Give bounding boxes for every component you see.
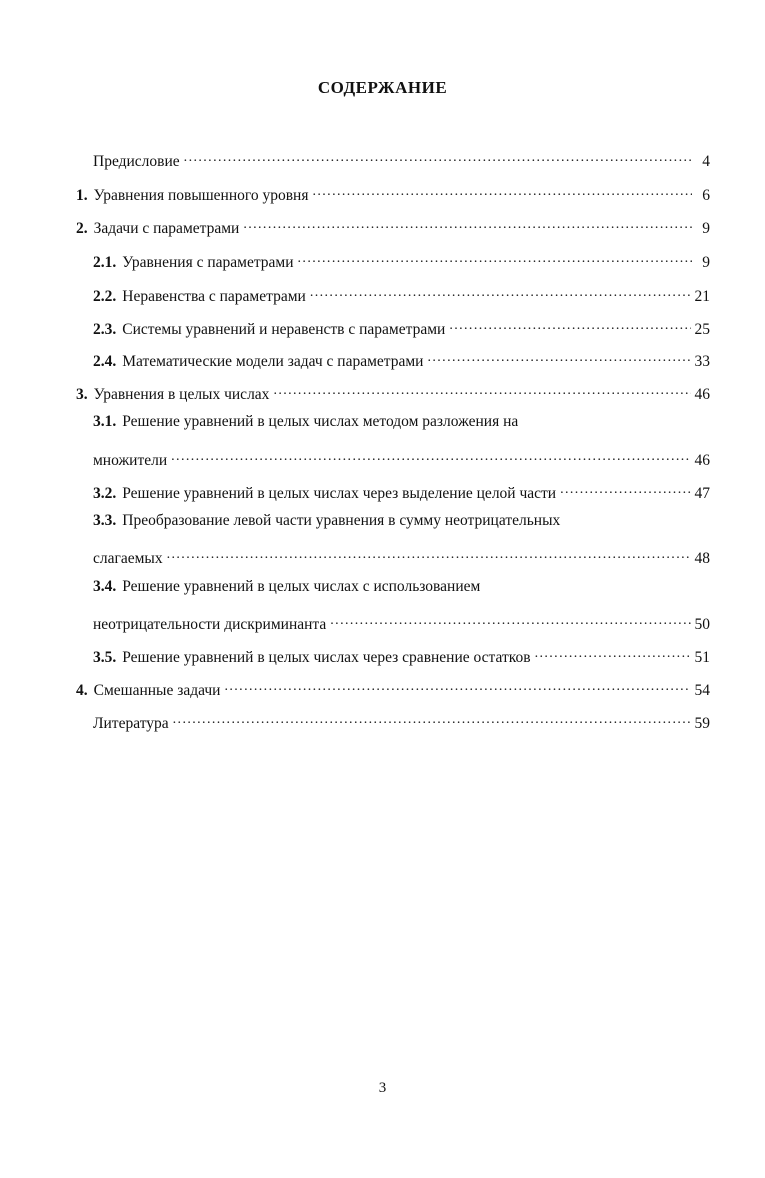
toc-entry-text: Решение уравнений в целых числах с использованием	[122, 578, 481, 595]
toc-entry-number: 3.5.	[93, 649, 117, 666]
toc-page-number: 51	[694, 649, 710, 666]
toc-entry-text: Системы уравнений и неравенств с параметрами	[122, 321, 446, 338]
toc-entry-text: Литература	[93, 715, 169, 732]
toc-page-number: 6	[702, 187, 710, 204]
toc-entry-number: 2.2.	[93, 288, 117, 305]
toc-entry-number: 3.3.	[93, 512, 117, 529]
toc-entry-3-1-line2[interactable]	[93, 445, 710, 471]
toc-page-number: 47	[694, 485, 710, 502]
toc-entry-3-3-line1[interactable]	[93, 511, 560, 531]
toc-page-number: 4	[702, 153, 710, 170]
toc-page-number: 50	[694, 616, 710, 633]
dot-leader	[167, 543, 691, 563]
dot-leader	[449, 314, 690, 334]
toc-page-number: 48	[694, 550, 710, 567]
toc-entry-text: Преобразование левой части уравнения в сумму неотрицательных	[122, 512, 561, 529]
toc-page-number: 9	[702, 254, 710, 271]
dot-leader	[310, 281, 691, 301]
dot-leader	[173, 708, 691, 728]
page-title: СОДЕРЖАНИЕ	[317, 78, 448, 97]
toc-entry-text: Уравнения в целых числах	[93, 386, 270, 403]
toc-page-number: 21	[694, 288, 710, 305]
toc-entry-text: Неравенства с параметрами	[122, 288, 306, 305]
toc-entry-text: Уравнения повышенного уровня	[93, 187, 309, 204]
toc-entry-text-continued: слагаемых	[93, 550, 163, 567]
toc-entry-number: 3.	[76, 386, 88, 403]
toc-entry-2[interactable]	[76, 213, 710, 239]
toc-entry-text: Решение уравнений в целых числах через выделение целой части	[122, 485, 557, 502]
dot-leader	[184, 146, 692, 166]
toc-entry-text: Смешанные задачи	[93, 682, 221, 699]
toc-entry-text-continued: неотрицательности дискриминанта	[93, 616, 327, 633]
toc-entry-literature[interactable]	[93, 708, 710, 734]
dot-leader	[224, 675, 690, 695]
toc-entry-text: Уравнения с параметрами	[122, 254, 294, 271]
toc-entry-number: 3.2.	[93, 485, 117, 502]
dot-leader	[273, 379, 690, 399]
toc-entry-text: Математические модели задач с параметрами	[122, 353, 424, 370]
toc-entry-number: 2.1.	[93, 254, 117, 271]
toc-entry-number: 2.	[76, 220, 88, 237]
toc-entry-number: 1.	[76, 187, 88, 204]
toc-entry-3-3-line2[interactable]	[93, 543, 710, 569]
toc-entry-number: 3.1.	[93, 413, 117, 430]
toc-entry-3-1-line1[interactable]	[93, 412, 518, 432]
toc-entry-number: 2.3.	[93, 321, 117, 338]
page-number: 3	[378, 1080, 387, 1096]
toc-entry-number: 3.4.	[93, 578, 117, 595]
toc-entry-preface[interactable]	[93, 146, 710, 172]
toc-page-number: 59	[694, 715, 710, 732]
toc-page-number: 54	[694, 682, 710, 699]
toc-page-number: 9	[702, 220, 710, 237]
dot-leader	[535, 642, 691, 662]
dot-leader	[560, 478, 690, 498]
toc-entry-1[interactable]	[76, 180, 710, 206]
toc-entry-2-3[interactable]	[93, 314, 710, 340]
toc-entry-4[interactable]	[76, 675, 710, 701]
dot-leader	[298, 247, 692, 267]
toc-entry-text: Решение уравнений в целых числах методом разложения на	[122, 413, 519, 430]
toc-entry-2-4[interactable]	[93, 346, 710, 372]
toc-entry-3[interactable]	[76, 379, 710, 405]
toc-entry-text-continued: множители	[93, 452, 168, 469]
toc-entry-text: Решение уравнений в целых числах через сравнение остатков	[122, 649, 531, 666]
dot-leader	[312, 180, 692, 200]
toc-page-number: 25	[694, 321, 710, 338]
dot-leader	[427, 346, 690, 366]
toc-entry-3-4-line2[interactable]	[93, 609, 710, 635]
toc-page-number: 46	[694, 452, 710, 469]
toc-entry-3-5[interactable]	[93, 642, 710, 668]
dot-leader	[243, 213, 692, 233]
dot-leader	[330, 609, 690, 629]
toc-entry-text: Задачи с параметрами	[93, 220, 240, 237]
toc-page-number: 46	[694, 386, 710, 403]
toc-entry-3-2[interactable]	[93, 478, 710, 504]
dot-leader	[171, 445, 690, 465]
toc-entry-2-2[interactable]	[93, 281, 710, 307]
toc-entry-number: 4.	[76, 682, 88, 699]
toc-page-number: 33	[694, 353, 710, 370]
toc-entry-3-4-line1[interactable]	[93, 577, 480, 597]
toc-entry-2-1[interactable]	[93, 247, 710, 273]
toc-entry-text: Предисловие	[93, 153, 180, 170]
toc-entry-number: 2.4.	[93, 353, 117, 370]
